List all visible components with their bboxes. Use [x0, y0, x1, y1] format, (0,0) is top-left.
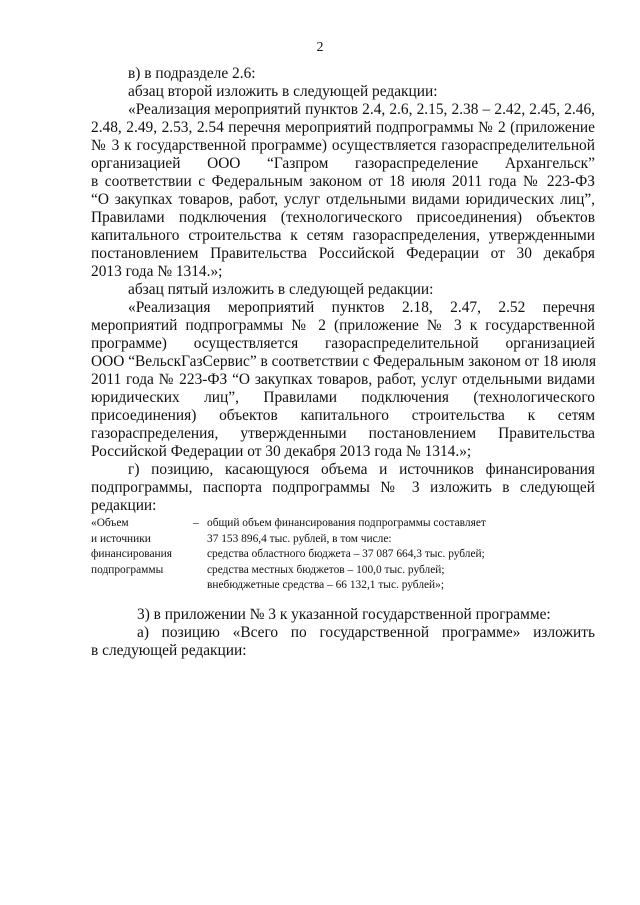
text-line: редакции: — [91, 497, 157, 514]
financing-table-label-line: «Объем — [91, 517, 129, 529]
text-line: программе) осуществляется газораспределительной организацией — [91, 335, 595, 352]
text-line: 3) в приложении № 3 к указанной государственной программе: — [137, 606, 551, 623]
text-line: юридических лиц”, Правилами подключения (технологического — [91, 389, 595, 406]
financing-table-label-line: и источники — [91, 532, 151, 545]
text-line: а) позицию «Всего по государственной программе» изложить — [137, 624, 595, 641]
text-line: капитального строительства к сетям газораспределения, утвержденными — [91, 227, 595, 244]
financing-table-values — [207, 516, 595, 594]
text-line: Правилами подключения (технологического присоединения) объектов — [91, 209, 595, 226]
text-line: мероприятий подпрограммы № 2 (приложение № 3 к государственной — [91, 317, 595, 334]
text-line: организацией ООО “Газпром газораспределение Архангельск” — [91, 155, 595, 172]
financing-table-value-line: 37 153 896,4 тыс. рублей, в том числе: — [207, 532, 392, 545]
financing-table-dash: – — [193, 517, 199, 529]
text-line: 2013 года № 1314.»; — [91, 263, 223, 280]
text-line: 2011 года № 223-ФЗ “О закупках товаров, работ, услуг отдельными видами — [91, 371, 595, 388]
financing-table-value-line: средства местных бюджетов – 100,0 тыс. рублей; — [207, 563, 445, 576]
text-line: абзац пятый изложить в следующей редакции: — [128, 281, 434, 298]
text-line: присоединения) объектов капитального строительства к сетям — [91, 407, 595, 424]
text-line: “О закупках товаров, работ, услуг отдельными видами юридических лиц”, — [91, 191, 595, 208]
text-line: 2.48, 2.49, 2.53, 2.54 перечня мероприятий подпрограммы № 2 (приложение — [91, 119, 595, 136]
text-line: «Реализация мероприятий пунктов 2.4, 2.6, 2.15, 2.38 – 2.42, 2.45, 2.46, — [128, 101, 595, 118]
text-line: подпрограммы, паспорта подпрограммы № 3 изложить в следующей — [91, 479, 595, 496]
text-line: г) позицию, касающуюся объема и источников финансирования — [128, 461, 595, 478]
text-line: абзац второй изложить в следующей редакции: — [128, 83, 438, 100]
financing-table-value-line: внебюджетные средства – 66 132,1 тыс. рублей»; — [207, 579, 445, 592]
text-line: № 3 к государственной программе) осуществляется газораспределительной — [91, 137, 595, 154]
text-line: «Реализация мероприятий пунктов 2.18, 2.47, 2.52 перечня — [128, 299, 595, 316]
text-line: в) в подразделе 2.6: — [128, 65, 256, 82]
financing-table-label-line: подпрограммы — [91, 563, 164, 576]
text-line: в следующей редакции: — [91, 642, 247, 659]
text-line: в соответствии с Федеральным законом от 18 июля 2011 года № 223-ФЗ — [91, 173, 595, 190]
text-line: газораспределения, утвержденными постановлением Правительства — [91, 425, 595, 442]
text-line: Российской Федерации от 30 декабря 2013 года № 1314.»; — [91, 443, 472, 460]
financing-table-value-line: общий объем финансирования подпрограммы составляет — [207, 517, 486, 529]
text-line: ООО “ВельскГазСервис” в соответствии с Федеральным законом от 18 июля — [91, 353, 597, 370]
page-number: 2 — [316, 40, 324, 55]
financing-table-label-line: финансирования — [91, 548, 172, 561]
financing-table-value-line: средства областного бюджета – 37 087 664,3 тыс. рублей; — [207, 548, 485, 561]
financing-table-label — [91, 516, 187, 578]
text-line: постановлением Правительства Российской Федерации от 30 декабря — [91, 245, 595, 262]
